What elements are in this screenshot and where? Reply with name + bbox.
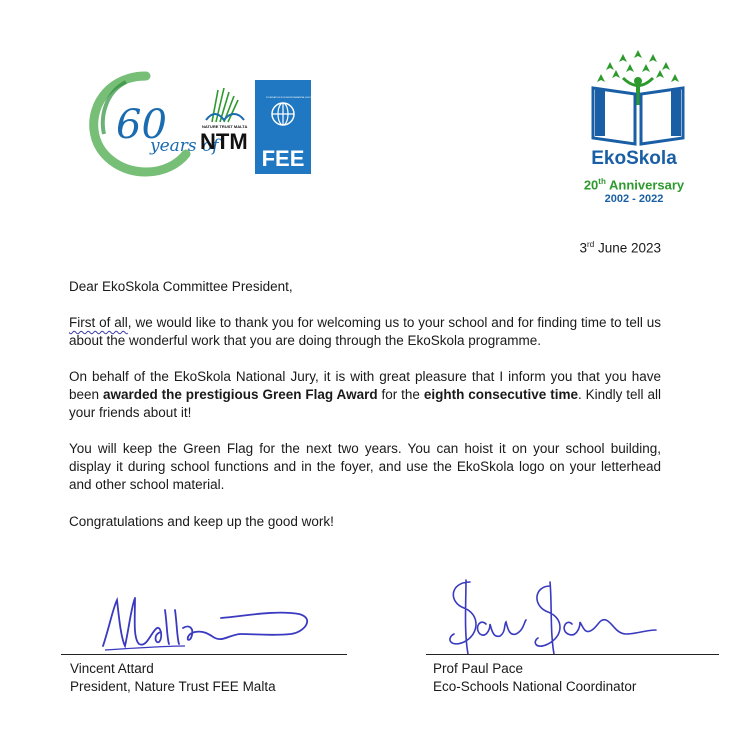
ntm-subtext: NATURE TRUST MALTA — [202, 124, 248, 129]
signatory-left-name: Vincent Attard — [70, 661, 154, 676]
ekoskola-name: EkoSkola — [591, 148, 677, 169]
ekoskola-years: 2002 - 2022 — [604, 193, 664, 205]
paragraph-2: On behalf of the EkoSkola National Jury, it is with great pleasure that I inform you that you have been awarded the prestigious Green Flag Award for the eighth consecutive time. Kindly tell all your friends about it! — [69, 369, 661, 420]
signature-paul-pace — [440, 572, 670, 660]
signatory-right-name: Prof Paul Pace — [433, 661, 524, 676]
greeting: Dear EkoSkola Committee President, — [69, 279, 293, 294]
years-of-text: years of — [150, 136, 219, 156]
paragraph-4: Congratulations and keep up the good work! — [69, 514, 334, 529]
signature-line-right — [426, 654, 719, 655]
ntm-text: NTM — [200, 129, 248, 154]
paragraph-1: First of all, we would like to thank you for welcoming us to your school and for finding time to tell us about the wonderful work that you are doing through the EkoSkola programme. — [69, 315, 661, 348]
signature-line-left — [61, 654, 347, 655]
60-years-logo — [86, 68, 206, 178]
signature-vincent-attard — [95, 588, 325, 658]
signatory-right-title: Eco-Schools National Coordinator — [433, 679, 637, 694]
fee-ring-text: FOUNDATION FOR ENVIRONMENTAL EDUCATION — [266, 97, 319, 99]
signatory-left — [70, 660, 276, 696]
ekoskola-logo-graphic — [583, 48, 693, 148]
fee-text: FEE — [261, 146, 305, 171]
ekoskola-anniversary: 20th Anniversary — [583, 177, 685, 193]
signatory-left-title: President, Nature Trust FEE Malta — [70, 679, 276, 694]
signatory-right — [433, 660, 636, 696]
letter-date: 3rd June 2023 — [579, 240, 661, 256]
paragraph-3: You will keep the Green Flag for the next two years. You can hoist it on your school building, display it during school functions and in the foyer, and use the EkoSkola logo on your letterhead and other school material. — [69, 441, 661, 492]
60-number: 60 — [116, 102, 167, 148]
globe-icon — [266, 92, 319, 136]
